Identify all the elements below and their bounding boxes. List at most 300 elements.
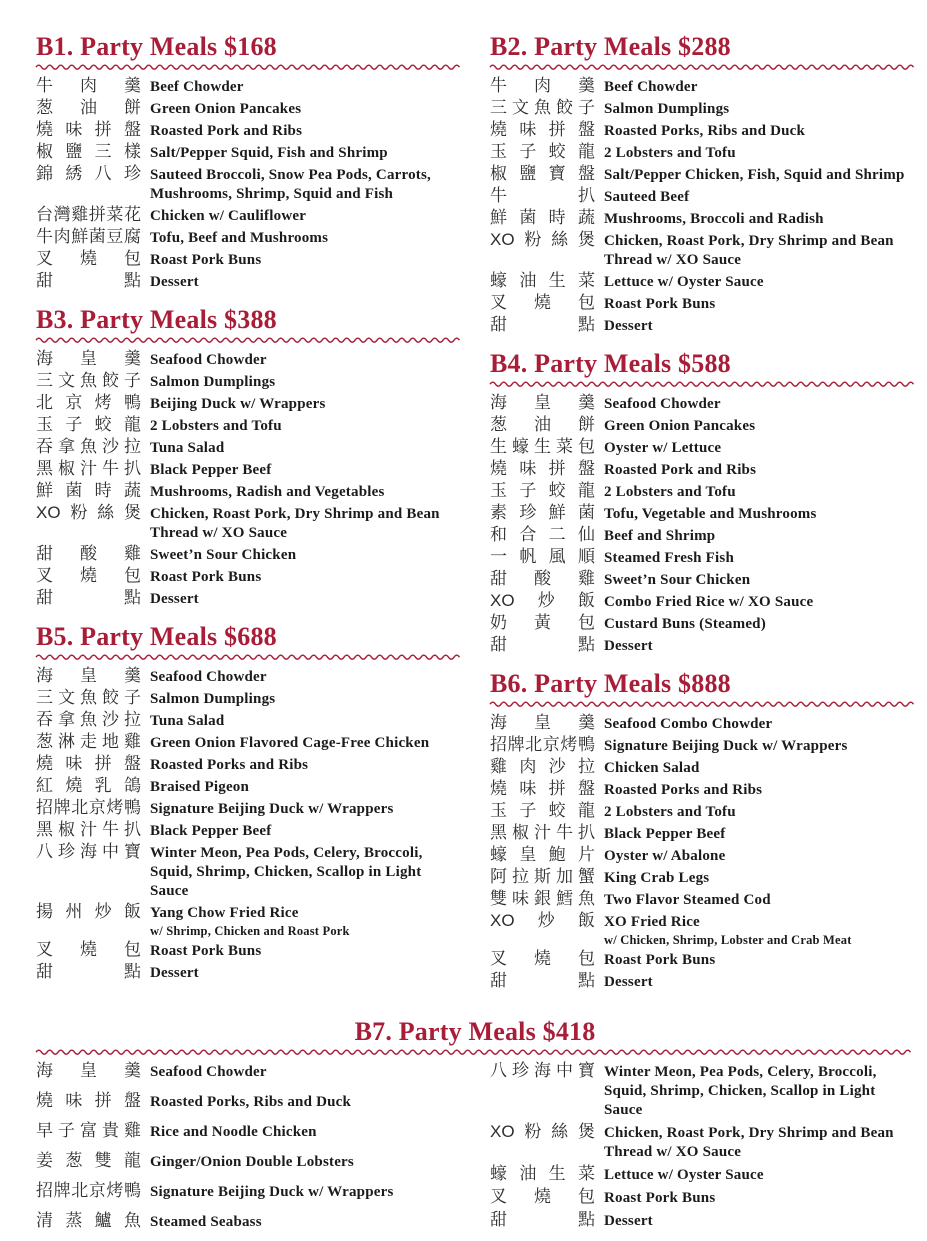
item-name-zh: 黑椒汁牛扒	[490, 823, 595, 842]
item-description	[604, 737, 914, 756]
item-description-text: Sauteed Broccoli, Snow Pea Pods, Carrots, Mushrooms, Shrimp, Squid and Fish	[150, 167, 431, 202]
item-name-zh: 叉燒包	[36, 566, 141, 585]
menu-item	[490, 98, 914, 119]
menu-item	[36, 1211, 460, 1232]
item-description	[150, 251, 460, 270]
menu-item	[36, 732, 460, 753]
menu-item	[36, 393, 460, 414]
item-description	[150, 590, 460, 609]
b7-column-right	[490, 1061, 914, 1241]
item-name-zh: 吞拿魚沙拉	[36, 437, 141, 456]
item-description-text: Green Onion Flavored Cage-Free Chicken	[150, 735, 430, 751]
item-description-text: Black Pepper Beef	[150, 823, 272, 839]
item-name-zh: XO炒飯	[490, 911, 595, 930]
item-description-text: Steamed Seabass	[150, 1214, 262, 1230]
menu-item	[490, 867, 914, 888]
menu-item	[490, 481, 914, 502]
item-description-text: Green Onion Pancakes	[604, 418, 756, 434]
item-description-text: Ginger/Onion Double Lobsters	[150, 1154, 354, 1170]
item-description	[150, 461, 460, 480]
menu-section-b6	[490, 670, 914, 992]
wavy-divider	[36, 652, 460, 660]
item-description	[150, 417, 460, 436]
item-description-text: Salmon Dumplings	[150, 691, 276, 707]
menu-item	[36, 940, 460, 961]
item-name-zh: 素珍鮮菌	[490, 503, 595, 522]
menu-item	[36, 566, 460, 587]
item-description	[150, 800, 460, 819]
item-name-zh: 甜點	[36, 962, 141, 981]
menu-item	[36, 503, 460, 543]
item-name-zh: 牛肉羹	[490, 76, 595, 95]
item-description	[604, 1189, 914, 1208]
item-description-text: Rice and Noodle Chicken	[150, 1124, 317, 1140]
menu-item	[36, 249, 460, 270]
item-description-text: Seafood Chowder	[150, 669, 267, 685]
menu-item	[36, 710, 460, 731]
menu-item	[490, 1061, 914, 1120]
item-name-zh: 甜點	[490, 971, 595, 990]
item-description	[150, 144, 460, 163]
menu-section-b4	[490, 350, 914, 656]
item-name-zh: 揚州炒飯	[36, 902, 141, 921]
menu-item	[36, 798, 460, 819]
item-name-zh: 招牌北京烤鴨	[36, 798, 141, 817]
item-name-zh: 吞拿魚沙拉	[36, 710, 141, 729]
item-description	[150, 373, 460, 392]
item-name-zh: 叉燒包	[490, 293, 595, 312]
item-description-text: Seafood Chowder	[150, 352, 267, 368]
item-name-zh: 海皇羹	[36, 349, 141, 368]
section-title: B5. Party Meals $688	[36, 622, 277, 651]
item-name-zh: 叉燒包	[36, 940, 141, 959]
item-description	[150, 439, 460, 458]
menu-item	[36, 142, 460, 163]
item-description-text: Oyster w/ Lettuce	[604, 440, 722, 456]
menu-item	[36, 437, 460, 458]
item-description	[604, 825, 914, 844]
item-description	[604, 317, 914, 336]
item-description	[604, 232, 914, 270]
item-description	[604, 505, 914, 524]
item-name-zh: 牛肉鮮菌豆腐	[36, 227, 141, 246]
menu-item	[490, 142, 914, 163]
item-description-text: Signature Beijing Duck w/ Wrappers	[604, 738, 848, 754]
item-name-zh: 雞肉沙拉	[490, 757, 595, 776]
item-description-text: Chicken, Roast Pork, Dry Shrimp and Bean Thread w/ XO Sauce	[150, 506, 440, 541]
item-description	[150, 122, 460, 141]
item-name-zh: XO粉絲煲	[490, 230, 595, 249]
menu-item	[490, 569, 914, 590]
item-description-text: Dessert	[150, 965, 199, 981]
item-description-text: Dessert	[604, 638, 653, 654]
item-description-text: Roast Pork Buns	[604, 1190, 716, 1206]
item-description-subtext: w/ Chicken, Shrimp, Lobster and Crab Meat	[604, 933, 852, 947]
item-description	[604, 615, 914, 634]
item-name-zh: 葱油餅	[490, 415, 595, 434]
menu-item	[36, 902, 460, 939]
item-description	[150, 546, 460, 565]
item-description	[150, 273, 460, 292]
menu-item	[36, 1091, 460, 1112]
item-description	[150, 756, 460, 775]
menu-item	[490, 437, 914, 458]
menu-item	[490, 186, 914, 207]
item-description-text: Yang Chow Fried Rice	[150, 905, 299, 921]
item-description	[604, 144, 914, 163]
item-description-text: Beijing Duck w/ Wrappers	[150, 396, 326, 412]
item-description	[604, 1124, 914, 1162]
section-title: B2. Party Meals $288	[490, 32, 731, 61]
menu-item	[490, 164, 914, 185]
item-description	[150, 712, 460, 731]
item-description-text: Tuna Salad	[150, 713, 225, 729]
menu-item	[36, 205, 460, 226]
item-description-text: Sauteed Beef	[604, 189, 690, 205]
menu-item	[490, 949, 914, 970]
menu-section-b5	[36, 623, 460, 983]
item-description-text: 2 Lobsters and Tofu	[604, 484, 736, 500]
item-description-text: Dessert	[604, 974, 653, 990]
item-description-text: Two Flavor Steamed Cod	[604, 892, 771, 908]
item-description-text: Roasted Pork and Ribs	[604, 462, 757, 478]
item-description-text: Custard Buns (Steamed)	[604, 616, 766, 632]
item-description-text: Chicken, Roast Pork, Dry Shrimp and Bean Thread w/ XO Sauce	[604, 1125, 894, 1160]
section-title: B3. Party Meals $388	[36, 305, 277, 334]
item-description	[150, 904, 460, 939]
item-description	[150, 395, 460, 414]
item-description	[150, 1213, 460, 1232]
menu-item	[36, 666, 460, 687]
item-description-subtext: w/ Shrimp, Chicken and Roast Pork	[150, 924, 350, 938]
item-name-zh: 奶黃包	[490, 613, 595, 632]
menu-item	[490, 1122, 914, 1162]
item-name-zh: 鮮菌時蔬	[36, 481, 141, 500]
item-description-text: Mushrooms, Radish and Vegetables	[150, 484, 385, 500]
item-description-text: Steamed Fresh Fish	[604, 550, 734, 566]
item-description-text: Roast Pork Buns	[604, 296, 716, 312]
item-description-text: Black Pepper Beef	[604, 826, 726, 842]
menu-item	[490, 801, 914, 822]
item-description	[604, 1166, 914, 1185]
item-name-zh: 燒味拼盤	[36, 754, 141, 773]
item-description	[150, 166, 460, 204]
section-b7-container	[36, 1018, 914, 1241]
item-description-text: Green Onion Pancakes	[150, 101, 302, 117]
item-description-text: 2 Lobsters and Tofu	[150, 418, 282, 434]
item-description-text: Signature Beijing Duck w/ Wrappers	[150, 801, 394, 817]
menu-item	[490, 735, 914, 756]
item-description	[604, 483, 914, 502]
menu-item	[490, 293, 914, 314]
menu-item	[36, 371, 460, 392]
item-description	[604, 1063, 914, 1120]
column-right	[490, 33, 914, 1004]
item-description	[604, 417, 914, 436]
menu-item	[490, 547, 914, 568]
item-description-text: Salt/Pepper Chicken, Fish, Squid and Shrimp	[604, 167, 905, 183]
wavy-divider	[490, 699, 914, 707]
item-description-text: XO Fried Rice	[604, 914, 700, 930]
menu-item	[490, 613, 914, 634]
item-description	[150, 568, 460, 587]
item-name-zh: 甜酸雞	[36, 544, 141, 563]
item-description	[604, 637, 914, 656]
section-title: B6. Party Meals $888	[490, 669, 731, 698]
menu-item	[490, 120, 914, 141]
item-description	[604, 527, 914, 546]
menu-item	[490, 713, 914, 734]
item-name-zh: 三文魚餃子	[490, 98, 595, 117]
item-description	[604, 188, 914, 207]
menu-item	[490, 503, 914, 524]
wavy-divider	[490, 62, 914, 70]
menu-item	[490, 393, 914, 414]
item-name-zh: 早子富貴雞	[36, 1121, 141, 1140]
menu-item	[36, 76, 460, 97]
item-name-zh: 八珍海中寶	[36, 842, 141, 861]
item-name-zh: 玉子蛟龍	[490, 481, 595, 500]
item-description-text: Roasted Porks, Ribs and Duck	[604, 123, 806, 139]
item-name-zh: 蠔皇鮑片	[490, 845, 595, 864]
menu-item	[490, 779, 914, 800]
item-description	[604, 847, 914, 866]
item-name-zh: 燒味拼盤	[36, 120, 141, 139]
item-description	[604, 100, 914, 119]
item-name-zh: 海皇羹	[490, 393, 595, 412]
item-name-zh: 錦綉八珍	[36, 164, 141, 183]
section-items	[36, 76, 460, 292]
item-description	[604, 273, 914, 292]
item-name-zh: 一帆風順	[490, 547, 595, 566]
menu-item	[36, 688, 460, 709]
menu-section-b3	[36, 306, 460, 609]
section-title: B7. Party Meals $418	[354, 1017, 596, 1046]
menu-item	[490, 591, 914, 612]
item-description	[604, 759, 914, 778]
item-name-zh: 三文魚餃子	[36, 371, 141, 390]
item-description	[604, 439, 914, 458]
item-description	[150, 690, 460, 709]
item-description	[604, 78, 914, 97]
menu-item	[36, 544, 460, 565]
item-description	[604, 781, 914, 800]
item-description-text: Roasted Porks and Ribs	[604, 782, 763, 798]
item-name-zh: 玉子蛟龍	[490, 142, 595, 161]
item-name-zh: 甜點	[490, 635, 595, 654]
item-name-zh: 海皇羹	[36, 1061, 141, 1080]
item-description-text: Lettuce w/ Oyster Sauce	[604, 274, 764, 290]
item-name-zh: 椒鹽三樣	[36, 142, 141, 161]
menu-item	[490, 525, 914, 546]
item-description	[604, 166, 914, 185]
menu-item	[490, 415, 914, 436]
item-name-zh: 和合二仙	[490, 525, 595, 544]
item-description-text: Signature Beijing Duck w/ Wrappers	[150, 1184, 394, 1200]
section-items	[490, 713, 914, 992]
item-description	[604, 395, 914, 414]
menu-item	[36, 459, 460, 480]
item-name-zh: 黑椒汁牛扒	[36, 820, 141, 839]
item-description-text: King Crab Legs	[604, 870, 710, 886]
item-name-zh: 蠔油生菜	[490, 1164, 595, 1183]
item-name-zh: 生蠔生菜包	[490, 437, 595, 456]
item-description-text: Roast Pork Buns	[150, 252, 262, 268]
item-description-text: Dessert	[150, 591, 199, 607]
item-description	[604, 593, 914, 612]
item-description	[604, 295, 914, 314]
item-description	[604, 715, 914, 734]
menu-item	[490, 1164, 914, 1185]
item-description	[150, 844, 460, 901]
item-description	[150, 964, 460, 983]
menu-item	[36, 271, 460, 292]
item-description	[150, 1123, 460, 1142]
item-description	[150, 229, 460, 248]
menu-item	[490, 971, 914, 992]
item-description-text: Mushrooms, Broccoli and Radish	[604, 211, 824, 227]
menu-item	[490, 845, 914, 866]
item-name-zh: 椒鹽寶盤	[490, 164, 595, 183]
item-description	[150, 505, 460, 543]
item-description	[150, 483, 460, 502]
menu-item	[490, 459, 914, 480]
item-description-text: Roasted Porks and Ribs	[150, 757, 309, 773]
item-description-text: Roast Pork Buns	[150, 569, 262, 585]
item-name-zh: 招牌北京烤鴨	[36, 1181, 141, 1200]
item-name-zh: 甜點	[490, 315, 595, 334]
item-description-text: Dessert	[604, 1213, 653, 1229]
menu-columns	[36, 33, 914, 1004]
item-description	[604, 1212, 914, 1231]
menu-section-b2	[490, 33, 914, 336]
item-description	[150, 942, 460, 961]
item-name-zh: 燒味拼盤	[36, 1091, 141, 1110]
item-description-text: Salmon Dumplings	[150, 374, 276, 390]
menu-item	[36, 776, 460, 797]
b7-columns	[36, 1061, 914, 1241]
item-name-zh: 甜點	[36, 271, 141, 290]
item-name-zh: 葱油餅	[36, 98, 141, 117]
menu-item	[490, 230, 914, 270]
menu-section-b1	[36, 33, 460, 292]
item-name-zh: 蠔油生菜	[490, 271, 595, 290]
item-name-zh: 清蒸鱸魚	[36, 1211, 141, 1230]
item-description-text: Sweet’n Sour Chicken	[604, 572, 751, 588]
item-name-zh: XO粉絲煲	[36, 503, 141, 522]
menu-item	[36, 120, 460, 141]
item-description-text: Beef Chowder	[604, 79, 698, 95]
item-description-text: Chicken, Roast Pork, Dry Shrimp and Bean Thread w/ XO Sauce	[604, 233, 894, 268]
item-description-text: Winter Meon, Pea Pods, Celery, Broccoli, Squid, Shrimp, Chicken, Scallop in Light Sauce	[150, 845, 423, 899]
wavy-divider	[36, 1047, 914, 1055]
item-description-text: Seafood Chowder	[604, 396, 721, 412]
item-name-zh: 甜點	[36, 588, 141, 607]
section-items	[36, 666, 460, 983]
menu-item	[36, 227, 460, 248]
item-description	[150, 1093, 460, 1112]
menu-item	[36, 820, 460, 841]
section-items	[36, 349, 460, 609]
item-name-zh: 海皇羹	[490, 713, 595, 732]
item-description-text: Seafood Combo Chowder	[604, 716, 773, 732]
item-name-zh: 玉子蛟龍	[36, 415, 141, 434]
menu-item	[490, 271, 914, 292]
item-name-zh: XO粉絲煲	[490, 1122, 595, 1141]
item-description	[604, 122, 914, 141]
menu-item	[36, 481, 460, 502]
item-description	[604, 913, 914, 948]
menu-item	[490, 1210, 914, 1231]
item-description-text: Oyster w/ Abalone	[604, 848, 726, 864]
item-name-zh: 雙味銀鱈魚	[490, 889, 595, 908]
item-name-zh: 海皇羹	[36, 666, 141, 685]
item-description-text: Beef Chowder	[150, 79, 244, 95]
item-description-text: Chicken w/ Cauliflower	[150, 208, 307, 224]
item-description	[604, 951, 914, 970]
item-name-zh: 叉燒包	[490, 1187, 595, 1206]
item-description	[604, 571, 914, 590]
item-name-zh: 八珍海中寶	[490, 1061, 595, 1080]
menu-item	[36, 842, 460, 901]
menu-item	[490, 911, 914, 948]
menu-item	[36, 1181, 460, 1202]
item-description	[150, 822, 460, 841]
item-description-text: Sweet’n Sour Chicken	[150, 547, 297, 563]
item-description-text: Combo Fried Rice w/ XO Sauce	[604, 594, 814, 610]
item-description-text: Roast Pork Buns	[604, 952, 716, 968]
menu-section-b7	[36, 1018, 914, 1241]
item-description-text: 2 Lobsters and Tofu	[604, 145, 736, 161]
item-name-zh: 黑椒汁牛扒	[36, 459, 141, 478]
item-name-zh: 葱淋走地雞	[36, 732, 141, 751]
item-name-zh: 牛肉羹	[36, 76, 141, 95]
menu-item	[36, 1151, 460, 1172]
item-description	[604, 891, 914, 910]
menu-item	[36, 962, 460, 983]
item-description-text: Tofu, Vegetable and Mushrooms	[604, 506, 817, 522]
item-description-text: Roasted Pork and Ribs	[150, 123, 303, 139]
item-name-zh: 北京烤鴨	[36, 393, 141, 412]
item-description	[150, 668, 460, 687]
item-description-text: Seafood Chowder	[150, 1064, 267, 1080]
menu-item	[490, 1187, 914, 1208]
menu-item	[490, 315, 914, 336]
menu-item	[36, 349, 460, 370]
menu-item	[36, 1061, 460, 1082]
b7-column-left	[36, 1061, 460, 1241]
item-description	[150, 734, 460, 753]
item-name-zh: 鮮菌時蔬	[490, 208, 595, 227]
item-description-text: Roasted Porks, Ribs and Duck	[150, 1094, 352, 1110]
item-description-text: Salt/Pepper Squid, Fish and Shrimp	[150, 145, 388, 161]
item-description-text: Roast Pork Buns	[150, 943, 262, 959]
item-name-zh: XO炒飯	[490, 591, 595, 610]
item-name-zh: 紅燒乳鴿	[36, 776, 141, 795]
menu-item	[490, 76, 914, 97]
menu-item	[490, 208, 914, 229]
column-left	[36, 33, 460, 1004]
item-name-zh: 燒味拼盤	[490, 459, 595, 478]
wavy-divider	[36, 62, 460, 70]
menu-item	[490, 823, 914, 844]
item-description	[604, 973, 914, 992]
item-name-zh: 叉燒包	[36, 249, 141, 268]
menu-item	[36, 98, 460, 119]
item-description-text: Tuna Salad	[150, 440, 225, 456]
item-description	[604, 461, 914, 480]
item-name-zh: 玉子蛟龍	[490, 801, 595, 820]
